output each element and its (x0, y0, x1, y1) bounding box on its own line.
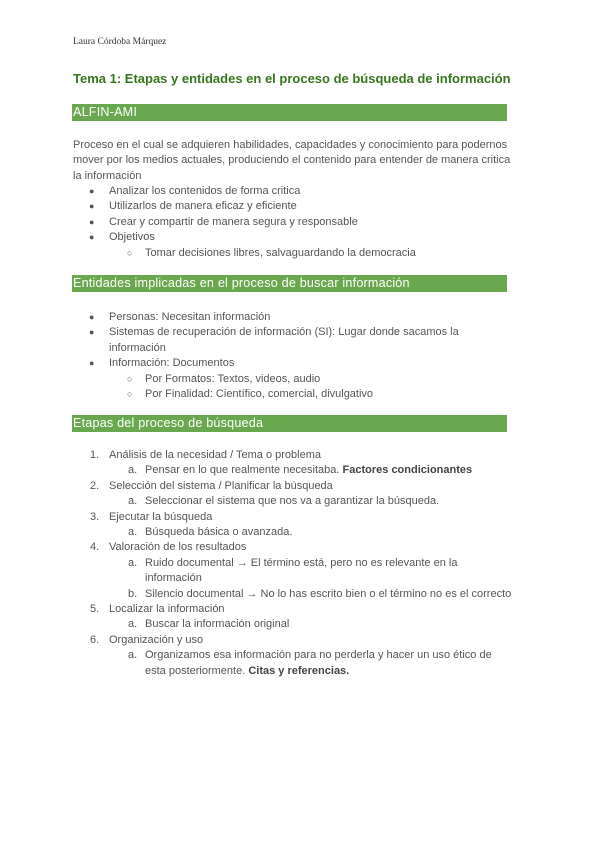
list-subitem: ○ Por Finalidad: Científico, comercial, divulgativo (73, 387, 513, 402)
list-subitem: ○ Por Formatos: Textos, videos, audio (73, 372, 513, 387)
list-item: ● Personas: Necesitan información (73, 310, 513, 325)
list-item: 4. Valoración de los resultados (90, 541, 247, 554)
bullet-icon: ● (89, 216, 95, 227)
list-subitem: a. Seleccionar el sistema que nos va a garantizar la búsqueda. (128, 495, 440, 508)
bullet-icon: ● (89, 201, 95, 212)
bold-keyword: Citas y referencias. (248, 664, 350, 677)
section-heading-etapas: Etapas del proceso de búsqueda (72, 415, 507, 432)
list-subitem: b. Silencio documental → No lo has escrito bien o el término no es el correcto (128, 587, 512, 600)
list-subitem: a. Ruido documental → El término está, pero no es relevante en la información (128, 556, 458, 585)
list-item: 5. Localizar la información (90, 603, 225, 616)
list-item: 3. Ejecutar la búsqueda (90, 510, 213, 523)
bullet-icon: ● (89, 232, 95, 243)
circle-bullet-icon: ○ (127, 247, 133, 258)
list-subitem: a. Pensar en lo que realmente necesitaba. Factores condicionantes (128, 464, 473, 477)
etapas-numbered-list (73, 448, 513, 679)
bullet-icon: ● (89, 358, 95, 369)
list-item: 6. Organización y uso (90, 633, 204, 646)
entidades-bullet-list (73, 310, 513, 402)
list-item: ● Analizar los contenidos de forma critica (73, 184, 513, 199)
document-title: Tema 1: Etapas y entidades en el proceso de búsqueda de información (73, 71, 511, 86)
alfin-bullet-list (73, 184, 513, 261)
circle-bullet-icon: ○ (127, 389, 133, 400)
list-item: ● Sistemas de recuperación de información (SI): Lugar donde sacamos la información (89, 326, 459, 354)
circle-bullet-icon: ○ (127, 373, 133, 384)
list-item: ● Objetivos (73, 230, 513, 245)
section-heading-alfin: ALFIN-AMI (72, 104, 507, 121)
bold-keyword: Factores condicionantes (342, 464, 473, 477)
list-subitem: a. Buscar la información original (128, 618, 290, 631)
list-subitem: a. Organizamos esa información para no perderla y hacer un uso ético de esta posteriormente. Citas y referencias. (128, 649, 492, 677)
list-item: ● Información: Documentos (73, 356, 513, 371)
list-item: 1. Análisis de la necesidad / Tema o problema (90, 449, 321, 461)
author-header: Laura Córdoba Márquez (73, 37, 167, 47)
list-item: ● Utilizarlos de manera eficaz y eficiente (73, 199, 513, 214)
bullet-icon: ● (89, 327, 95, 338)
list-subitem: a. Búsqueda básica o avanzada. (128, 526, 293, 539)
bullet-icon: ● (89, 186, 95, 196)
bullet-icon: ● (89, 312, 95, 322)
list-subitem: ○ Tomar decisiones libres, salvaguardando la democracia (73, 246, 513, 261)
list-item: ● Crear y compartir de manera segura y responsable (73, 215, 513, 230)
alfin-intro: Proceso en el cual se adquieren habilidades, capacidades y conocimiento para podernos mover por los medios actuales, produciendo el contenido para entender de manera critica la información (73, 139, 511, 182)
section-heading-entidades: Entidades implicadas en el proceso de buscar información (72, 275, 507, 292)
list-item: 2. Selección del sistema / Planificar la búsqueda (90, 479, 333, 492)
